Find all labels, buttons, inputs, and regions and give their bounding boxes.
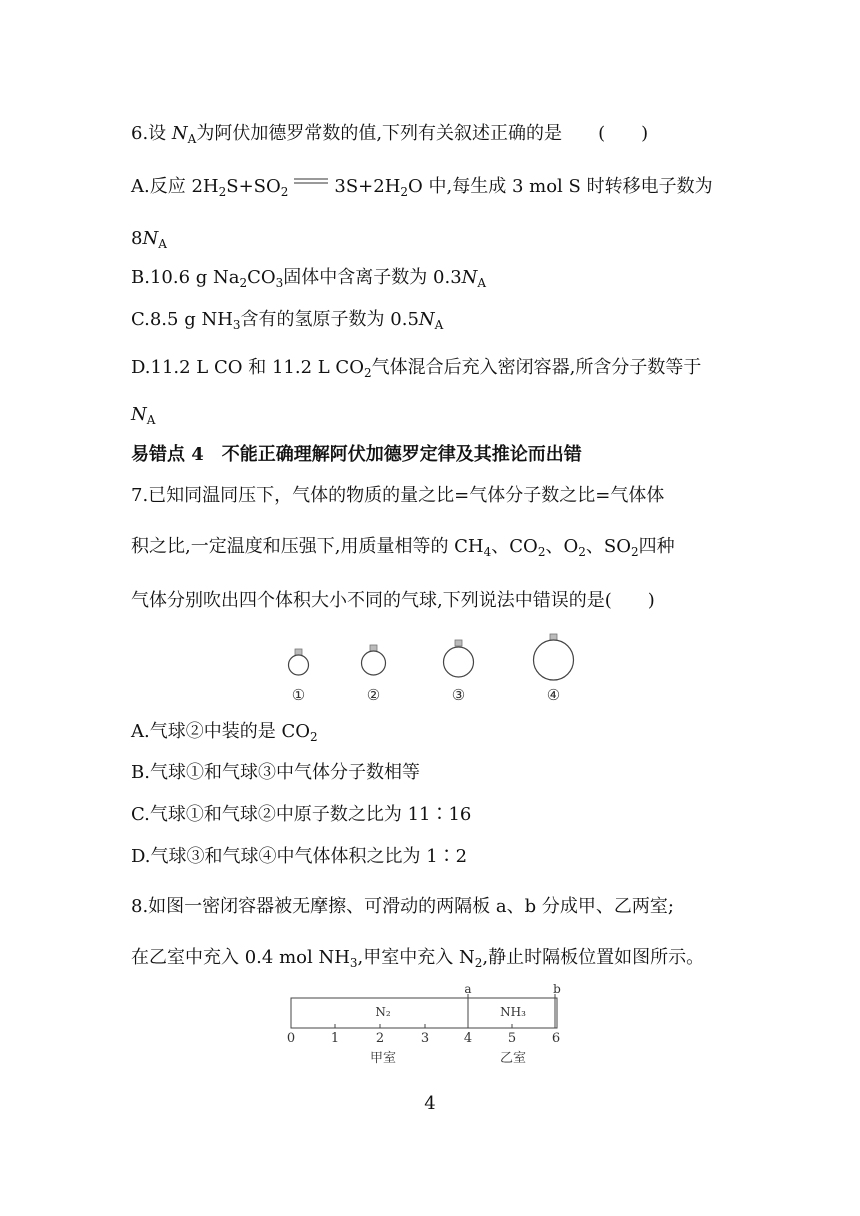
q6-option-a-line2: $8N_A$ [131,228,167,251]
q6-stem: 6.设 $N_A$为阿伏加德罗常数的值,下列有关叙述正确的是 ( ) [131,123,649,146]
tick-label: 5 [507,1031,517,1046]
q7-option-b: B.气球①和气球③中气体分子数相等 [131,762,420,783]
gas-left-label: N₂ [375,1005,391,1019]
tick-label: 2 [375,1031,385,1046]
q8-line2: 在乙室中充入 0.4 mol $NH_3$,甲室中充入 $N_2$,静止时隔板位置如图所示。 [131,947,705,970]
q8-line1: 8.如图一密闭容器被无摩擦、可滑动的两隔板 a、b 分成甲、乙两室; [131,896,674,917]
partition-a-label: a [464,984,472,996]
page-number: 4 [424,1093,436,1114]
balloons-figure [270,630,610,710]
q7-option-a: A.气球②中装的是 $CO_2$ [131,721,318,744]
q6-option-d-line2: $N_A$ [131,404,156,427]
balloon-2 [362,645,386,704]
q6-option-d-line1: D.11.2 L CO 和 11.2 L $CO_2$气体混合后充入密闭容器,所含分子数等于 [131,357,702,380]
q7-option-d: D.气球③和气球④中气体体积之比为 1∶2 [131,846,468,867]
gas-right-label: NH₃ [500,1005,526,1019]
balloon-3 [444,640,474,704]
svg-text:②: ② [366,686,381,704]
tick-label: 6 [551,1031,561,1046]
room-left-label: 甲室 [369,1051,397,1066]
q7-option-c: C.气球①和气球②中原子数之比为 11∶16 [131,804,472,825]
container-diagram [280,984,580,1074]
equals-sign-icon [294,178,328,188]
svg-text:③: ③ [451,686,466,704]
balloon-1 [289,649,309,704]
balloon-4 [534,634,574,704]
answer-paren: ( ) [598,123,649,144]
section-heading: 易错点 4 不能正确理解阿伏加德罗定律及其推论而出错 [131,444,582,465]
tick-label: 4 [463,1031,473,1046]
svg-text:④: ④ [546,686,561,704]
svg-text:①: ① [291,686,306,704]
q7-line2: 积之比,一定温度和压强下,用质量相等的 $CH_4$、$CO_2$、$O_2$、$SO_2$四种 [131,536,675,559]
q7-line1: 7.已知同温同压下，气体的物质的量之比=气体分子数之比=气体体 [131,485,665,506]
tick-label: 3 [420,1031,430,1046]
partition-b-label: b [553,984,561,996]
room-right-label: 乙室 [499,1051,527,1066]
tick-label: 1 [330,1031,340,1046]
tick-label: 0 [286,1031,296,1046]
q7-line3: 气体分别吹出四个体积大小不同的气球,下列说法中错误的是( ) [131,590,655,611]
q6-option-c: C.8.5 g $NH_3$含有的氢原子数为 $0.5N_A$ [131,309,444,332]
q6-option-b: B.10.6 g $Na_2CO_3$固体中含离子数为 $0.3N_A$ [131,267,487,290]
q6-option-a-line1: A.反应 $2H_2S+SO_2$ $3S+2H_2O$ 中,每生成 3 mol S 时转移电子数为 [131,176,713,199]
